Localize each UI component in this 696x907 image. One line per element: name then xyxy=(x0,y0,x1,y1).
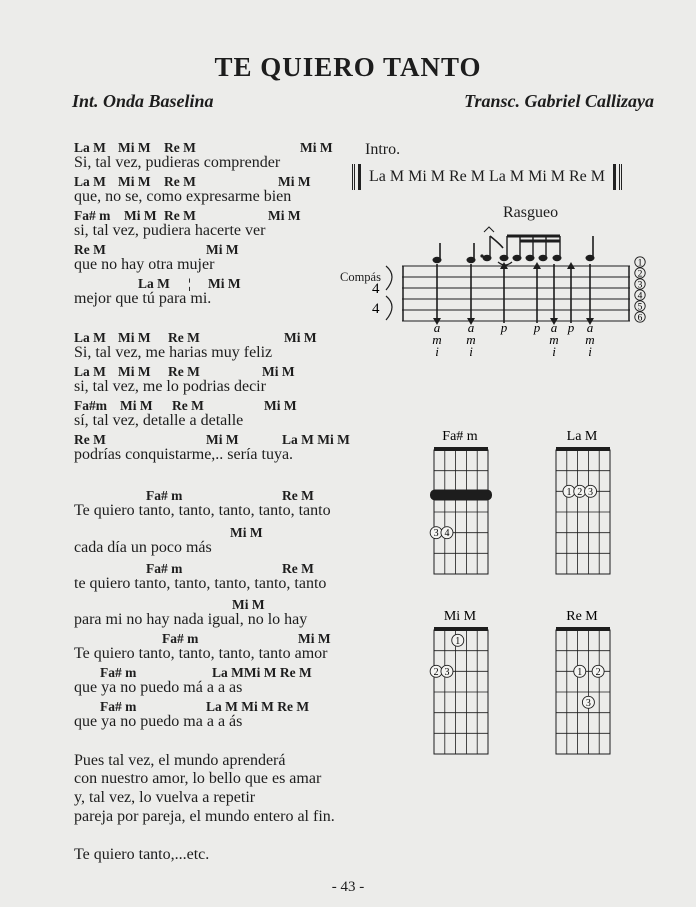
chord-label: Fa# m xyxy=(100,699,137,714)
lyric-line: Te quiero tanto, tanto, tanto, tanto, tanto xyxy=(74,502,331,519)
chord-diagram-title: Re M xyxy=(566,609,598,624)
rasgueo-label: Rasgueo xyxy=(503,204,559,221)
closing-verse-line: con nuestro amor, lo bello que es amar xyxy=(74,770,322,787)
lyric-line: que ya no puedo ma a a ás xyxy=(74,713,243,730)
chord-label: Mi M xyxy=(206,242,239,257)
string-number: 5 xyxy=(637,302,643,313)
fingering-letter: m xyxy=(549,332,559,347)
accent-icon xyxy=(484,227,494,232)
chord-label: Re M xyxy=(282,488,314,503)
fingering-letter: m xyxy=(432,332,442,347)
finger-number: 1 xyxy=(455,635,461,647)
chord-label: Fa# m xyxy=(74,208,111,223)
chord-label: Mi M xyxy=(268,208,301,223)
fingering-letter: a xyxy=(433,320,441,335)
finger-number: 2 xyxy=(433,666,439,678)
chord-label: Re M xyxy=(164,174,196,189)
dot-icon xyxy=(480,254,483,257)
chord-label: Mi M xyxy=(284,330,317,345)
chord-diagram-nut xyxy=(434,627,488,631)
chord-label: Mi M xyxy=(300,140,333,155)
chord-label: La M xyxy=(74,364,106,379)
finger-number: 3 xyxy=(433,528,439,540)
chord-label: Re M xyxy=(172,398,204,413)
note-head xyxy=(433,257,442,263)
compas-label: Compás xyxy=(340,270,381,284)
closing-verse-line: pareja por pareja, el mundo entero al fin. xyxy=(74,808,335,825)
finger-number: 3 xyxy=(588,486,594,498)
chord-label: Mi M xyxy=(118,364,151,379)
chord-label: La MMi M Re M xyxy=(212,665,312,680)
chord-diagram-title: Fa# m xyxy=(442,429,478,444)
chord-label: Mi M xyxy=(206,432,239,447)
lyric-line: que no hay otra mujer xyxy=(74,256,215,273)
time-signature-bottom: 4 xyxy=(372,301,380,317)
transcription-credit: Transc. Gabriel Callizaya xyxy=(464,91,654,111)
finger-number: 4 xyxy=(444,528,450,540)
chord-label: Re M xyxy=(164,208,196,223)
string-number: 3 xyxy=(637,280,643,291)
note-head xyxy=(513,255,522,261)
note-head xyxy=(539,255,548,261)
fingering-letter: i xyxy=(435,344,439,359)
fingering-letter: p xyxy=(567,320,575,335)
chord-label: La M xyxy=(74,330,106,345)
finger-number: 3 xyxy=(444,666,450,678)
song-title: TE QUIERO TANTO xyxy=(214,52,482,82)
chord-diagram-nut xyxy=(434,447,488,451)
finger-number: 2 xyxy=(577,486,583,498)
chord-diagram-title: La M xyxy=(566,429,598,444)
page-number: - 43 - xyxy=(331,879,365,895)
note-head xyxy=(500,255,509,261)
interpreter-credit: Int. Onda Baselina xyxy=(72,91,214,111)
chord-label: Mi M xyxy=(298,631,331,646)
note-head xyxy=(467,257,476,263)
lyric-line: sí, tal vez, detalle a detalle xyxy=(74,412,244,429)
chord-label: Mi M xyxy=(232,597,265,612)
chord-label: Mi M xyxy=(278,174,311,189)
fingering-letter: a xyxy=(467,320,475,335)
lyric-line: Si, tal vez, pudieras comprender xyxy=(74,154,281,171)
chord-label: Re M xyxy=(168,364,200,379)
lyric-line: podrías conquistarme,.. sería tuya. xyxy=(74,446,294,463)
brace-icon xyxy=(386,296,392,320)
lyric-line: que ya no puedo má a a as xyxy=(74,679,243,696)
chord-label: Re M xyxy=(74,242,106,257)
closing-verse-line: y, tal vez, lo vuelva a repetir xyxy=(74,789,256,806)
string-number: 2 xyxy=(637,269,643,280)
chord-label: La M Mi M xyxy=(282,432,350,447)
fingering-letter: a xyxy=(586,320,594,335)
chord-label: Mi M xyxy=(118,174,151,189)
chord-label: Re M xyxy=(282,561,314,576)
chord-diagram-nut xyxy=(556,627,610,631)
lyric-line: que, no se, como expresarme bien xyxy=(74,188,292,205)
chord-label: Re M xyxy=(168,330,200,345)
finger-number: 1 xyxy=(577,666,583,678)
lyric-line: Si, tal vez, me harias muy feliz xyxy=(74,344,273,361)
chord-diagram-barre xyxy=(430,489,492,500)
chord-diagram-title: Mi M xyxy=(443,609,477,624)
chord-label: Fa# m xyxy=(162,631,199,646)
lyric-line: mejor que tú para mi. xyxy=(74,290,212,307)
closing-line: Te quiero tanto,...etc. xyxy=(74,846,210,863)
note-head xyxy=(483,255,492,261)
string-number: 4 xyxy=(637,291,643,302)
brace-icon xyxy=(386,266,392,290)
finger-number: 3 xyxy=(585,697,591,709)
lyric-line: te quiero tanto, tanto, tanto, tanto, tanto xyxy=(74,575,327,592)
chord-label: Fa#m xyxy=(74,398,107,413)
chord-label: Re M xyxy=(164,140,196,155)
chord-label: Fa# m xyxy=(146,488,183,503)
chord-label: Mi M xyxy=(208,276,241,291)
lyric-line: para mi no hay nada igual, no lo hay xyxy=(74,611,308,628)
chord-label: La M xyxy=(74,174,106,189)
note-head xyxy=(586,255,595,261)
fingering-letter: i xyxy=(588,344,592,359)
note-head xyxy=(553,255,562,261)
intro-chords: La M Mi M Re M La M Mi M Re M xyxy=(352,164,622,190)
chord-label: La M xyxy=(74,140,106,155)
chord-label: Mi M xyxy=(230,525,263,540)
chord-label: La M xyxy=(138,276,170,291)
chord-label: Mi M xyxy=(264,398,297,413)
lyric-line: cada día un poco más xyxy=(74,539,212,556)
chord-label: Fa# m xyxy=(146,561,183,576)
fingering-letter: i xyxy=(469,344,473,359)
string-number: 6 xyxy=(637,313,643,324)
lyric-line: si, tal vez, me lo podrias decir xyxy=(74,378,266,395)
chord-label: Mi M xyxy=(118,330,151,345)
chord-label: La M Mi M Re M xyxy=(206,699,310,714)
finger-number: 2 xyxy=(595,666,601,678)
chord-label: Re M xyxy=(74,432,106,447)
chord-label: Fa# m xyxy=(100,665,137,680)
string-number: 1 xyxy=(637,258,643,269)
intro-label: Intro. xyxy=(365,141,401,158)
chord-diagram-nut xyxy=(556,447,610,451)
fingering-letter: m xyxy=(466,332,476,347)
fingering-letter: a xyxy=(550,320,558,335)
fingering-letter: i xyxy=(552,344,556,359)
chord-label: Mi M xyxy=(118,140,151,155)
chord-label: Mi M xyxy=(262,364,295,379)
note-head xyxy=(526,255,535,261)
lyric-line: Te quiero tanto, tanto, tanto, tanto amor xyxy=(74,645,328,662)
time-signature-top: 4 xyxy=(372,281,380,297)
closing-verse-line: Pues tal vez, el mundo aprenderá xyxy=(74,752,286,769)
finger-number: 1 xyxy=(566,486,572,498)
lyric-line: si, tal vez, pudiera hacerte ver xyxy=(74,222,266,239)
fingering-letter: m xyxy=(585,332,595,347)
flag-icon xyxy=(490,236,503,248)
chord-label: Mi M xyxy=(124,208,157,223)
chord-label: Mi M xyxy=(120,398,153,413)
fingering-letter: p xyxy=(500,320,508,335)
chord-label: ¦ xyxy=(188,276,191,291)
fingering-letter: p xyxy=(533,320,541,335)
